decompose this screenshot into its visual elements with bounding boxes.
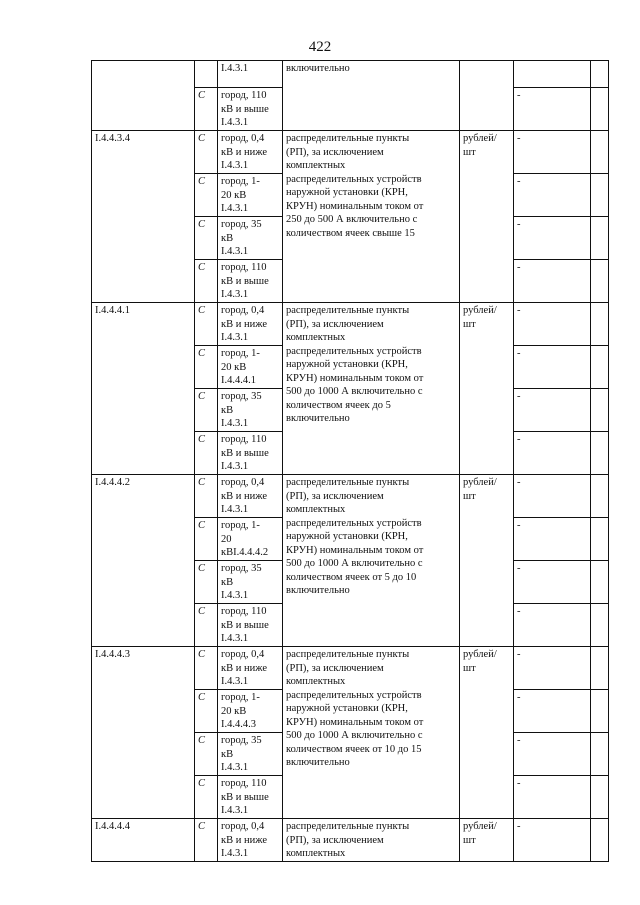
voltage-variant-line: 20 кВ	[221, 705, 247, 717]
zone-letter: С	[195, 776, 218, 819]
voltage-variant	[218, 518, 283, 561]
item-code: I.4.4.4.1	[92, 303, 195, 475]
item-description	[283, 303, 460, 475]
zone-letter	[195, 61, 218, 88]
voltage-variant	[218, 260, 283, 303]
voltage-variant-line: кВ и ниже	[221, 490, 267, 502]
unit-of-measure	[460, 819, 514, 862]
empty-cell	[591, 303, 609, 346]
voltage-variant-line: кВI.4.4.4.2	[221, 547, 269, 558]
voltage-variant-line: 20 кВ	[221, 361, 247, 373]
unit-of-measure-line: шт	[463, 146, 476, 158]
voltage-variant-line: город, 1-	[221, 176, 260, 187]
empty-cell	[591, 174, 609, 217]
voltage-variant-line: I.4.3.1	[221, 332, 249, 343]
item-description-line: включительно	[286, 757, 350, 768]
rate-value: -	[514, 260, 591, 303]
item-description-line: (РП), за исключением	[286, 662, 384, 674]
voltage-variant-line: город, 0,4	[221, 305, 265, 316]
voltage-variant	[218, 733, 283, 776]
zone-letter: С	[195, 604, 218, 647]
item-code: I.4.4.4.4	[92, 819, 195, 862]
item-code: I.4.4.3.4	[92, 131, 195, 303]
unit-of-measure-line: рублей/	[463, 821, 497, 832]
voltage-variant-line: город, 110	[221, 606, 267, 617]
item-description-line: распределительных устройств	[286, 173, 422, 185]
rate-value: -	[514, 733, 591, 776]
item-description-line: 500 до 1000 А включительно с	[286, 730, 423, 741]
voltage-variant-line: I.4.4.4.1	[221, 375, 256, 386]
zone-letter: С	[195, 346, 218, 389]
unit-of-measure	[460, 303, 514, 475]
item-description-line: КРУН) номинальным током от	[286, 544, 424, 556]
voltage-variant-line: I.4.3.1	[221, 117, 249, 128]
item-description-line: распределительных устройств	[286, 689, 422, 701]
item-description-line: комплектных	[286, 504, 346, 515]
voltage-variant	[218, 561, 283, 604]
rate-value: -	[514, 647, 591, 690]
rate-value: -	[514, 217, 591, 260]
item-description-line: наружной установки (КРН,	[286, 359, 408, 370]
voltage-variant-line: кВ	[221, 232, 234, 244]
voltage-variant-line: город, 110	[221, 262, 267, 273]
item-code: I.4.4.4.3	[92, 647, 195, 819]
voltage-variant	[218, 690, 283, 733]
table-row	[92, 303, 609, 346]
rate-value	[514, 61, 591, 88]
unit-of-measure	[460, 61, 514, 131]
voltage-variant	[218, 131, 283, 174]
zone-letter: С	[195, 260, 218, 303]
voltage-variant-line: город, 110	[221, 434, 267, 445]
voltage-variant-line: I.4.3.1	[221, 633, 249, 644]
voltage-variant	[218, 88, 283, 131]
item-description-line: КРУН) номинальным током от	[286, 200, 424, 212]
zone-letter: С	[195, 690, 218, 733]
voltage-variant-line: I.4.3.1	[221, 160, 249, 171]
voltage-variant	[218, 303, 283, 346]
voltage-variant	[218, 346, 283, 389]
voltage-variant	[218, 647, 283, 690]
empty-cell	[591, 776, 609, 819]
rate-value: -	[514, 819, 591, 862]
item-description-line: распределительные пункты	[286, 649, 410, 660]
item-description-line: (РП), за исключением	[286, 146, 384, 158]
voltage-variant-line: I.4.3.1	[221, 63, 249, 74]
voltage-variant-line: город, 35	[221, 391, 262, 402]
voltage-variant-line: кВ и ниже	[221, 146, 267, 158]
item-description-line: 250 до 500 А включительно с	[286, 214, 418, 225]
voltage-variant-line: кВ	[221, 748, 234, 760]
tariff-table	[91, 60, 609, 862]
table-row	[92, 61, 609, 88]
empty-cell	[591, 217, 609, 260]
empty-cell	[591, 475, 609, 518]
item-description-line: комплектных	[286, 332, 346, 343]
zone-letter: С	[195, 432, 218, 475]
item-description	[283, 61, 460, 131]
unit-of-measure-line: рублей/	[463, 649, 497, 660]
voltage-variant	[218, 61, 283, 88]
voltage-variant-line: I.4.3.1	[221, 418, 249, 429]
voltage-variant-line: кВ и ниже	[221, 662, 267, 674]
rate-value: -	[514, 88, 591, 131]
zone-letter: С	[195, 217, 218, 260]
voltage-variant-line: город, 110	[221, 778, 267, 789]
voltage-variant-line: I.4.3.1	[221, 805, 249, 816]
voltage-variant-line: город, 35	[221, 219, 262, 230]
unit-of-measure-line: шт	[463, 662, 476, 674]
item-description-line: включительно	[286, 63, 350, 74]
empty-cell	[591, 346, 609, 389]
page-number: 422	[308, 39, 332, 55]
voltage-variant-line: кВ и выше	[221, 619, 269, 631]
empty-cell	[591, 88, 609, 131]
unit-of-measure-line: шт	[463, 318, 476, 330]
voltage-variant-line: I.4.3.1	[221, 590, 249, 601]
voltage-variant-line: город, 110	[221, 90, 267, 101]
voltage-variant	[218, 776, 283, 819]
voltage-variant-line: кВ и ниже	[221, 834, 267, 846]
zone-letter: С	[195, 475, 218, 518]
item-description-line: 500 до 1000 А включительно с	[286, 386, 423, 397]
voltage-variant-line: город, 0,4	[221, 133, 265, 144]
voltage-variant-line: кВ и выше	[221, 447, 269, 459]
table-row	[92, 819, 609, 862]
item-description-line: КРУН) номинальным током от	[286, 372, 424, 384]
rate-value: -	[514, 432, 591, 475]
unit-of-measure-line: рублей/	[463, 133, 497, 144]
rate-value: -	[514, 174, 591, 217]
voltage-variant-line: I.4.3.1	[221, 289, 249, 300]
voltage-variant-line: кВ	[221, 576, 234, 588]
voltage-variant	[218, 389, 283, 432]
voltage-variant-line: I.4.4.4.3	[221, 719, 256, 730]
unit-of-measure-line: шт	[463, 490, 476, 502]
table-row	[92, 131, 609, 174]
voltage-variant-line: I.4.3.1	[221, 461, 249, 472]
unit-of-measure	[460, 475, 514, 647]
rate-value: -	[514, 604, 591, 647]
unit-of-measure	[460, 131, 514, 303]
zone-letter: С	[195, 819, 218, 862]
rate-value: -	[514, 131, 591, 174]
empty-cell	[591, 690, 609, 733]
item-description-line: распределительные пункты	[286, 133, 410, 144]
rate-value: -	[514, 518, 591, 561]
voltage-variant-line: 20 кВ	[221, 189, 247, 201]
item-description-line: (РП), за исключением	[286, 834, 384, 846]
zone-letter: С	[195, 561, 218, 604]
zone-letter: С	[195, 647, 218, 690]
empty-cell	[591, 61, 609, 88]
unit-of-measure-line: рублей/	[463, 305, 497, 316]
voltage-variant-line: кВ и ниже	[221, 318, 267, 330]
item-description-line: количеством ячеек от 10 до 15	[286, 743, 422, 755]
voltage-variant	[218, 604, 283, 647]
unit-of-measure-line: рублей/	[463, 477, 497, 488]
voltage-variant-line: I.4.3.1	[221, 676, 249, 687]
item-code: I.4.4.4.2	[92, 475, 195, 647]
item-description-line: распределительные пункты	[286, 821, 410, 832]
empty-cell	[591, 647, 609, 690]
zone-letter: С	[195, 131, 218, 174]
unit-of-measure	[460, 647, 514, 819]
item-description-line: количеством ячеек до 5	[286, 399, 391, 411]
item-description-line: распределительные пункты	[286, 305, 410, 316]
item-description-line: количеством ячеек свыше 15	[286, 227, 415, 239]
voltage-variant-line: 20	[221, 533, 232, 545]
rate-value: -	[514, 776, 591, 819]
item-description-line: распределительных устройств	[286, 517, 422, 529]
empty-cell	[591, 131, 609, 174]
empty-cell	[591, 260, 609, 303]
item-description-line: 500 до 1000 А включительно с	[286, 558, 423, 569]
item-description	[283, 475, 460, 647]
table-row	[92, 475, 609, 518]
item-code	[92, 61, 195, 131]
voltage-variant	[218, 432, 283, 475]
zone-letter: С	[195, 174, 218, 217]
unit-of-measure-line: шт	[463, 834, 476, 846]
item-description	[283, 131, 460, 303]
voltage-variant-line: город, 1-	[221, 520, 260, 531]
item-description-line: комплектных	[286, 676, 346, 687]
item-description	[283, 819, 460, 862]
voltage-variant-line: город, 0,4	[221, 821, 265, 832]
item-description-line: комплектных	[286, 160, 346, 171]
item-description-line: распределительных устройств	[286, 345, 422, 357]
rate-value: -	[514, 346, 591, 389]
item-description-line: (РП), за исключением	[286, 318, 384, 330]
rate-value: -	[514, 389, 591, 432]
voltage-variant-line: город, 1-	[221, 348, 260, 359]
voltage-variant-line: город, 35	[221, 563, 262, 574]
voltage-variant	[218, 174, 283, 217]
zone-letter: С	[195, 303, 218, 346]
rate-value: -	[514, 561, 591, 604]
voltage-variant	[218, 819, 283, 862]
voltage-variant-line: I.4.3.1	[221, 762, 249, 773]
voltage-variant-line: кВ и выше	[221, 103, 269, 115]
item-description-line: включительно	[286, 413, 350, 424]
item-description	[283, 647, 460, 819]
voltage-variant-line: город, 0,4	[221, 477, 265, 488]
item-description-line: наружной установки (КРН,	[286, 187, 408, 198]
zone-letter: С	[195, 518, 218, 561]
empty-cell	[591, 389, 609, 432]
zone-letter: С	[195, 389, 218, 432]
item-description-line: количеством ячеек от 5 до 10	[286, 571, 417, 583]
rate-value: -	[514, 690, 591, 733]
voltage-variant	[218, 217, 283, 260]
voltage-variant-line: кВ	[221, 404, 234, 416]
empty-cell	[591, 561, 609, 604]
empty-cell	[591, 819, 609, 862]
empty-cell	[591, 733, 609, 776]
empty-cell	[591, 604, 609, 647]
zone-letter: С	[195, 88, 218, 131]
voltage-variant-line: город, 0,4	[221, 649, 265, 660]
voltage-variant-line: город, 1-	[221, 692, 260, 703]
item-description-line: комплектных	[286, 848, 346, 859]
voltage-variant-line: город, 35	[221, 735, 262, 746]
voltage-variant-line: кВ и выше	[221, 275, 269, 287]
item-description-line: распределительные пункты	[286, 477, 410, 488]
item-description-line: (РП), за исключением	[286, 490, 384, 502]
voltage-variant-line: I.4.3.1	[221, 504, 249, 515]
zone-letter: С	[195, 733, 218, 776]
voltage-variant	[218, 475, 283, 518]
empty-cell	[591, 432, 609, 475]
voltage-variant-line: I.4.3.1	[221, 848, 249, 859]
item-description-line: включительно	[286, 585, 350, 596]
voltage-variant-line: I.4.3.1	[221, 203, 249, 214]
voltage-variant-line: кВ и выше	[221, 791, 269, 803]
voltage-variant-line: I.4.3.1	[221, 246, 249, 257]
item-description-line: КРУН) номинальным током от	[286, 716, 424, 728]
empty-cell	[591, 518, 609, 561]
item-description-line: наружной установки (КРН,	[286, 703, 408, 714]
rate-value: -	[514, 475, 591, 518]
table-row	[92, 647, 609, 690]
item-description-line: наружной установки (КРН,	[286, 531, 408, 542]
rate-value: -	[514, 303, 591, 346]
